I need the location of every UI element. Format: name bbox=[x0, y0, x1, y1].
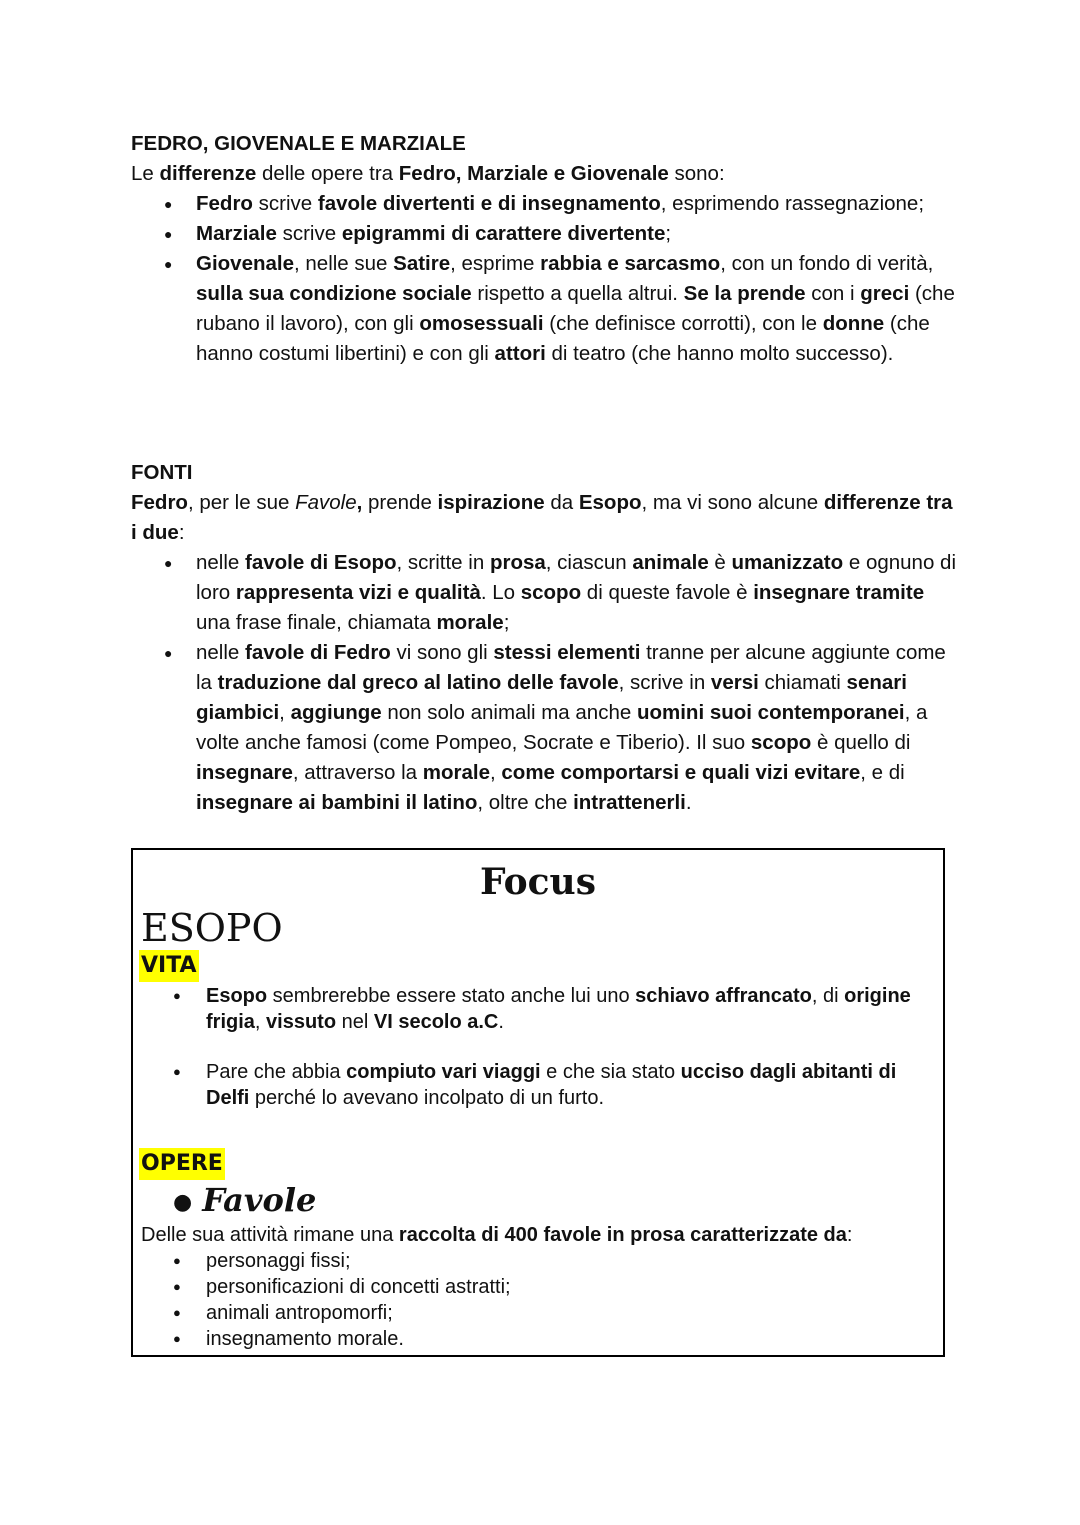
list-item: ● nelle favole di Esopo, scritte in prosa, ciascun animale è umanizzato e ognuno di loro rappresenta vizi e qualità. Lo scopo di queste favole è insegnare tramite una frase finale, chiamata morale; bbox=[131, 548, 961, 638]
focus-title: Focus bbox=[480, 861, 596, 903]
list-item: ● Giovenale, nelle sue Satire, esprime rabbia e sarcasmo, con un fondo di verità, sulla sua condizione sociale rispetto a quella altrui. Se la prende con i greci (che rubano il lavoro), con gli omosessuali (che definisce corrotti), con le donne (che hanno costumi libertini) e con gli attori di teatro (che hanno molto successo). bbox=[131, 249, 961, 369]
section-intro: Le differenze delle opere tra Fedro, Marziale e Giovenale sono: bbox=[131, 162, 725, 185]
differences-list bbox=[131, 189, 961, 369]
opere-intro: Delle sua attività rimane una raccolta di 400 favole in prosa caratterizzate da: bbox=[141, 1224, 853, 1246]
sources-list bbox=[131, 548, 961, 818]
section-heading: FONTI bbox=[131, 461, 193, 484]
list-item: ● personificazioni di concetti astratti; bbox=[141, 1274, 931, 1300]
section-intro: Fedro, per le sue Favole, prende ispirazione da Esopo, ma vi sono alcune differenze tra i due: bbox=[131, 491, 953, 544]
vita-section bbox=[141, 983, 931, 1111]
list-item: ● animali antropomorfi; bbox=[141, 1300, 931, 1326]
vita-label: VITA bbox=[139, 950, 199, 982]
vita-list bbox=[141, 983, 931, 1111]
opere-section bbox=[141, 1222, 931, 1352]
list-item: ● insegnamento morale. bbox=[141, 1326, 931, 1352]
focus-subject-name: ESOPO bbox=[141, 906, 283, 950]
list-item: ● nelle favole di Fedro vi sono gli stessi elementi tranne per alcune aggiunte come la traduzione dal greco al latino delle favole, scrive in versi chiamati senari giambici, aggiunge non solo animali ma anche uomini suoi contemporanei, a volte anche famosi (come Pompeo, Socrate e Tiberio). Il suo scopo è quello di insegnare, attraverso la morale, come comportarsi e quali vizi evitare, e di insegnare ai bambini il latino, oltre che intrattenerli. bbox=[131, 638, 961, 818]
opera-title: ● Favole bbox=[173, 1181, 317, 1219]
section-heading: FEDRO, GIOVENALE E MARZIALE bbox=[131, 132, 466, 155]
section-fonti bbox=[131, 458, 961, 818]
list-item: ● Marziale scrive epigrammi di carattere divertente; bbox=[131, 219, 961, 249]
bullet-icon: ● bbox=[173, 1189, 193, 1215]
focus-box bbox=[131, 848, 945, 1357]
list-item: ● personaggi fissi; bbox=[141, 1248, 931, 1274]
section-fedro-giovenale-marziale bbox=[131, 129, 961, 369]
opere-features-list bbox=[141, 1248, 931, 1352]
opere-label: OPERE bbox=[139, 1148, 225, 1180]
list-item: ● Fedro scrive favole divertenti e di insegnamento, esprimendo rassegnazione; bbox=[131, 189, 961, 219]
list-item: ● Pare che abbia compiuto vari viaggi e che sia stato ucciso dagli abitanti di Delfi perché lo avevano incolpato di un furto. bbox=[141, 1059, 931, 1111]
list-item: ● Esopo sembrerebbe essere stato anche lui uno schiavo affrancato, di origine frigia, vissuto nel VI secolo a.C. bbox=[141, 983, 931, 1035]
